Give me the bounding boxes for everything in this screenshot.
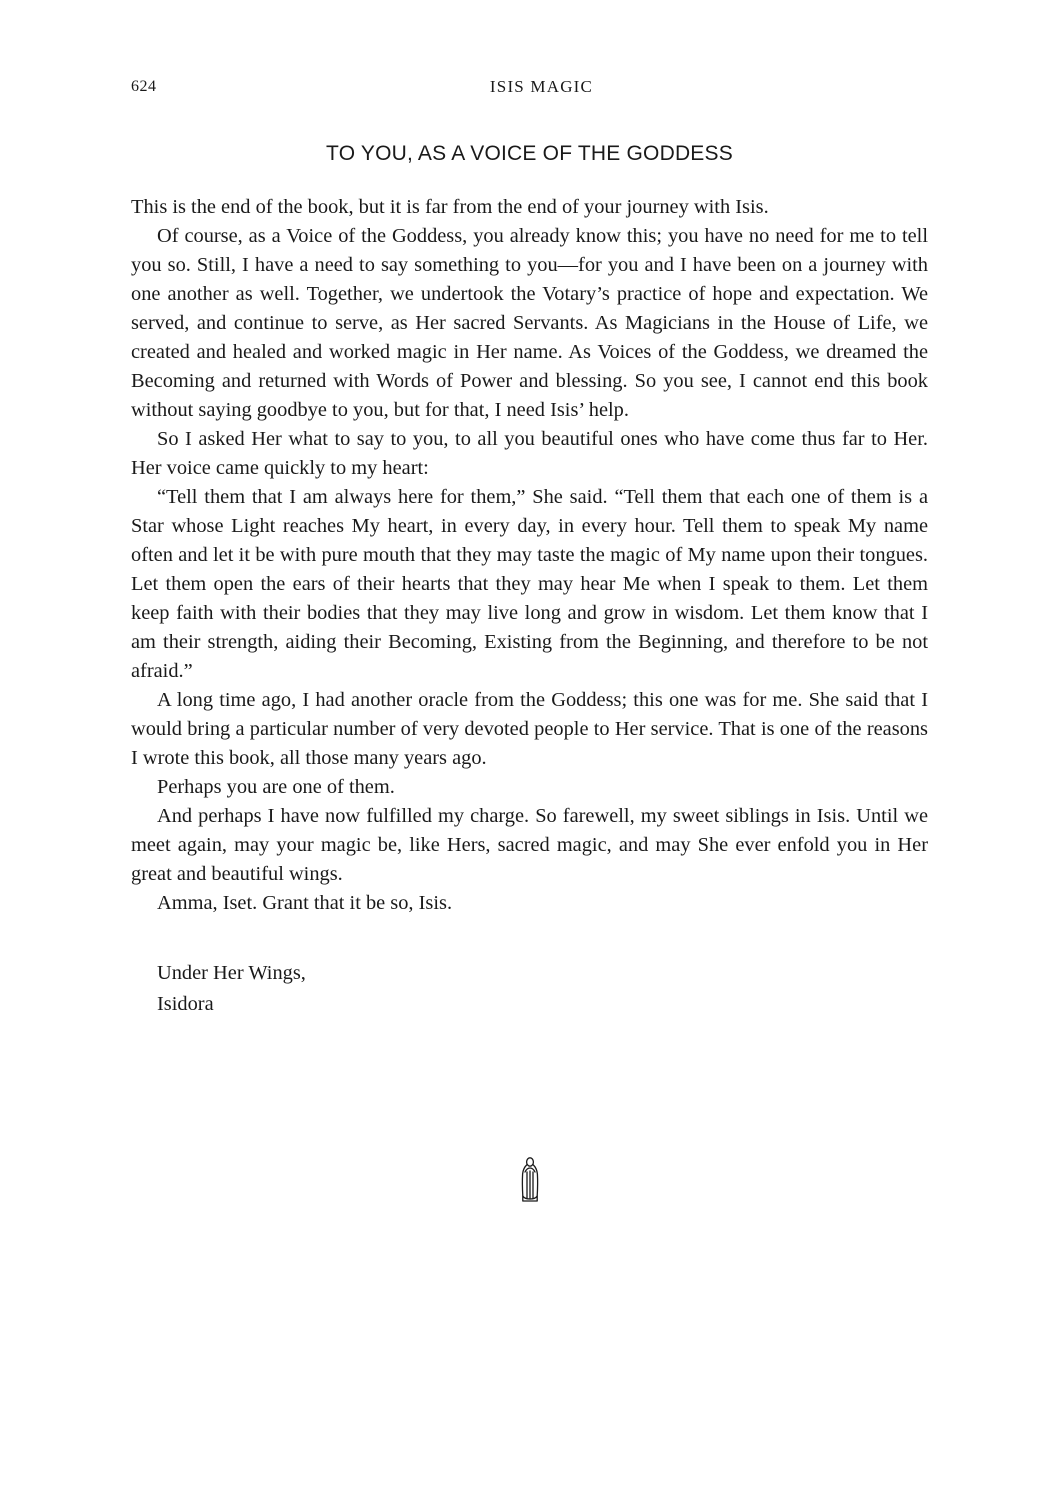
- paragraph: This is the end of the book, but it is far from the end of your journey with Isis.: [131, 196, 769, 218]
- running-title: ISIS MAGIC: [489, 77, 594, 96]
- valediction: Under Her Wings,: [157, 962, 306, 984]
- paragraph: Of course, as a Voice of the Goddess, you already know this; you have no need for me to tell you so. Still, I have a need to say something to you—for you and I have been on a journey with one another as well. Together, we undertook the Votary’s practice of hope and expectation. We served, and continue to serve, as Her sacred Servants. As Magicians in the House of Life, we created and healed and worked magic in Her name. As Voices of the Goddess, we dreamed the Becoming and returned with Words of Power and blessing. So you see, I cannot end this book without saying goodbye to you, but for that, I need Isis’ help.: [131, 225, 928, 421]
- signature-block: [157, 958, 306, 1020]
- author-name: Isidora: [157, 993, 214, 1015]
- chapter-title: TO YOU, AS A VOICE OF THE GODDESS: [326, 142, 733, 165]
- page-number: 624: [131, 78, 157, 95]
- paragraph: “Tell them that I am always here for them,” She said. “Tell them that each one of them is a Star whose Light reaches My heart, in every day, in every hour. Tell them to speak My name often and let it be with pure mouth that they may taste the magic of My name upon their tongues. Let them open the ears of their hearts that they may hear Me when I speak to them. Let them keep faith with their bodies that they may live long and grow in wisdom. Let them know that I am their strength, aiding their Becoming, Existing from the Beginning, and therefore to be not afraid.”: [131, 486, 928, 682]
- isis-figure-icon: [518, 1156, 542, 1204]
- paragraph: And perhaps I have now fulfilled my charge. So farewell, my sweet siblings in Isis. Until we meet again, may your magic be, like Hers, sacred magic, and may She ever enfold you in Her great and beautiful wings.: [131, 805, 928, 885]
- paragraph: Amma, Iset. Grant that it be so, Isis.: [157, 892, 453, 914]
- body-text: [131, 193, 928, 918]
- paragraph: A long time ago, I had another oracle from the Goddess; this one was for me. She said that I would bring a particular number of very devoted people to Her service. That is one of the reasons I wrote this book, all those many years ago.: [131, 689, 928, 769]
- paragraph: So I asked Her what to say to you, to all you beautiful ones who have come thus far to Her. Her voice came quickly to my heart:: [131, 428, 928, 479]
- paragraph: Perhaps you are one of them.: [157, 776, 395, 798]
